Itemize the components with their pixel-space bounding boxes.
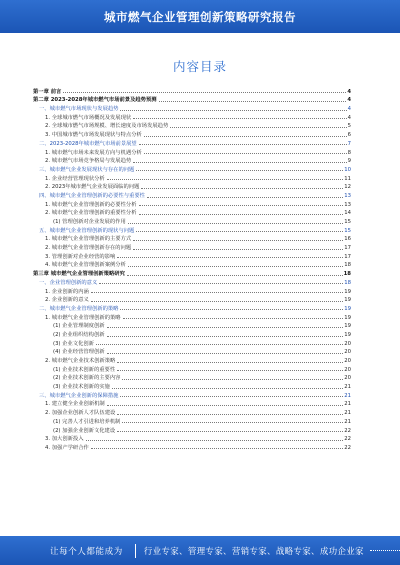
toc-entry[interactable]: [33, 338, 351, 347]
toc-entry-text: (3) 企业技术创新的实施: [53, 384, 110, 391]
toc-page-number: 19: [344, 331, 351, 338]
toc-entry-text: 三、城市燃气企业发展现状与存在的问题: [39, 166, 135, 173]
toc-entry-text: 二、城市燃气企业管理创新的策略: [39, 305, 119, 312]
toc-leader-dots: [128, 223, 343, 224]
toc-entry[interactable]: [33, 286, 351, 295]
toc-entry[interactable]: [33, 112, 351, 121]
toc-leader-dots: [136, 231, 343, 232]
toc-page-number: 20: [344, 366, 351, 373]
toc-page-number: 11: [344, 175, 351, 182]
toc-page-number: 18: [343, 271, 351, 278]
toc-leader-dots: [133, 249, 343, 250]
toc-leader-dots: [139, 144, 347, 145]
toc-entry-text: 第三章 城市燃气企业管理创新策略研究: [33, 271, 125, 278]
toc-entry[interactable]: [33, 182, 351, 191]
toc-leader-dots: [107, 336, 344, 337]
footer-dotted-line: [370, 550, 400, 551]
toc-page-number: 4: [347, 106, 351, 113]
toc-entry[interactable]: [33, 86, 351, 95]
toc-page-number: 8: [347, 149, 351, 156]
toc-entry[interactable]: [33, 434, 351, 443]
toc-leader-dots: [117, 431, 343, 432]
toc-entry-text: 2. 城市燃气企业技术创新策略: [45, 358, 116, 364]
toc-leader-dots: [91, 292, 343, 293]
toc-entry[interactable]: [33, 425, 351, 434]
toc-entry[interactable]: [33, 321, 351, 330]
toc-entry-text: 2. 加强企业创新人才队伍建设: [45, 410, 116, 417]
toc-entry-text: 三、城市燃气企业创新的保障措施: [39, 392, 119, 399]
toc-entry-text: 2. 城市燃气企业管理创新的重要性分析: [45, 210, 137, 217]
toc-entry[interactable]: [33, 364, 351, 373]
toc-page-number: 22: [344, 427, 351, 434]
toc-page-number: 10: [344, 166, 351, 173]
toc-page-number: 18: [344, 279, 351, 286]
toc-entry-text: 四、城市燃气企业管理创新的必要性与重要性: [39, 192, 145, 199]
toc-entry[interactable]: [33, 208, 351, 217]
toc-entry-text: (3) 企业文化创新: [53, 340, 94, 347]
toc-page-number: 21: [344, 401, 351, 408]
toc-page-number: 21: [344, 384, 351, 391]
toc-entry-text: 1. 全球城市燃气市场概况及发展现状: [45, 114, 132, 121]
toc-leader-dots: [122, 379, 343, 380]
toc-page-number: 20: [344, 340, 351, 347]
toc-entry[interactable]: [33, 242, 351, 251]
toc-leader-dots: [136, 170, 343, 171]
toc-page-number: 17: [344, 245, 351, 252]
toc-leader-dots: [147, 197, 343, 198]
footer-slogan-right: 行业专家、管理专家、营销专家、战略专家、成功企业家: [143, 546, 364, 557]
toc-leader-dots: [120, 309, 343, 310]
toc-entry-text: (2) 企业技术创新的主要内容: [53, 375, 121, 382]
toc-leader-dots: [107, 327, 344, 328]
toc-entry-text: 3. 加大创新投入: [45, 436, 84, 443]
toc-leader-dots: [144, 136, 347, 137]
toc-entry[interactable]: [33, 399, 351, 408]
toc-entry-text: (1) 企业技术创新的重要性: [53, 366, 116, 373]
toc-entry[interactable]: [33, 329, 351, 338]
toc-entry-text: (1) 完善人才引进和培养机制: [53, 418, 121, 425]
toc-entry-text: 1. 企业创新的内涵: [45, 288, 89, 295]
toc-entry[interactable]: [33, 95, 351, 104]
toc-page-number: 19: [344, 323, 351, 330]
toc-leader-dots: [123, 318, 344, 319]
toc-leader-dots: [107, 353, 344, 354]
toc-leader-dots: [122, 422, 343, 423]
toc-entry[interactable]: [33, 251, 351, 260]
toc-entry-text: 1. 建立健全企业创新机制: [45, 401, 105, 408]
toc-entry-text: (1) 管理创新对企业发展的作用: [53, 219, 126, 225]
toc-entry[interactable]: [33, 103, 351, 112]
toc-page-number: 13: [344, 192, 351, 199]
toc-entry[interactable]: [33, 355, 351, 364]
toc-entry[interactable]: [33, 260, 351, 269]
toc-entry[interactable]: [33, 147, 351, 156]
toc-entry[interactable]: [33, 442, 351, 451]
toc-page-number: 22: [344, 444, 351, 451]
toc-leader-dots: [133, 240, 343, 241]
toc-page-number: 19: [344, 297, 351, 304]
toc-leader-dots: [141, 188, 343, 189]
toc-page-number: 21: [344, 410, 351, 417]
toc-entry[interactable]: [33, 381, 351, 390]
toc-entry[interactable]: [33, 303, 351, 312]
toc-heading: 内容目录: [172, 59, 227, 74]
toc-entry[interactable]: [33, 390, 351, 399]
toc-page-number: 4: [347, 114, 351, 121]
toc-entry-text: 3. 中国城市燃气市场发展现状与特点分析: [45, 132, 142, 139]
toc-page-number: 4: [347, 97, 351, 104]
toc-entry-text: 1. 企业经营管理现状分析: [45, 175, 105, 182]
toc-entry[interactable]: [33, 156, 351, 165]
toc-leader-dots: [112, 388, 343, 389]
table-of-contents: [33, 86, 351, 451]
toc-page-number: 14: [344, 210, 351, 217]
toc-entry-text: 4. 城市燃气企业管理创新案例分析: [45, 262, 126, 269]
toc-entry-text: (2) 加强企业创新文化建设: [53, 427, 116, 434]
toc-entry-text: 2. 全球城市燃气市场规模、增长速度及市场发展趋势: [45, 123, 169, 130]
toc-leader-dots: [133, 118, 346, 119]
toc-page-number: 15: [344, 219, 351, 225]
toc-entry-text: 1. 城市燃气企业管理创新的必要性分析: [45, 201, 137, 208]
toc-entry-text: 1. 城市燃气企业管理创新的主要方式: [45, 236, 132, 243]
toc-page-number: 19: [344, 305, 351, 312]
toc-leader-dots: [117, 257, 343, 258]
toc-leader-dots: [63, 92, 346, 93]
page-footer: [0, 536, 400, 565]
toc-entry[interactable]: [33, 121, 351, 130]
toc-leader-dots: [139, 205, 344, 206]
toc-entry-text: (1) 企业管理制度创新: [53, 323, 105, 330]
toc-entry-text: 第一章 前言: [33, 88, 62, 95]
footer-slogan-left: 让每个人都能成为: [50, 546, 123, 557]
toc-entry-text: 4. 加强产学研合作: [45, 444, 89, 451]
toc-page-number: 12: [344, 184, 351, 191]
toc-leader-dots: [117, 362, 343, 363]
toc-entry[interactable]: [33, 129, 351, 138]
toc-entry-text: (2) 企业组织结构创新: [53, 331, 105, 338]
toc-entry[interactable]: [33, 312, 351, 321]
toc-leader-dots: [133, 162, 346, 163]
toc-leader-dots: [107, 405, 344, 406]
footer-divider: [135, 544, 136, 558]
page-header: [0, 0, 400, 33]
toc-entry-text: 1. 城市燃气市场未来发展方向与机遇分析: [45, 149, 142, 156]
toc-leader-dots: [117, 370, 343, 371]
toc-entry[interactable]: [33, 190, 351, 199]
toc-entry-text: 一、城市燃气市场现状与发展趋势: [39, 106, 119, 113]
toc-leader-dots: [170, 127, 346, 128]
toc-entry-text: (4) 企业经营管理创新: [53, 349, 105, 356]
toc-leader-dots: [99, 283, 343, 284]
toc-page-number: 9: [347, 158, 351, 165]
toc-entry-text: 2. 城市燃气市场竞争格局与发展趋势: [45, 158, 132, 165]
toc-leader-dots: [86, 440, 344, 441]
toc-page-number: 21: [344, 392, 351, 399]
toc-leader-dots: [144, 153, 347, 154]
toc-page-number: 21: [344, 418, 351, 425]
toc-page-number: 13: [344, 201, 351, 208]
toc-entry[interactable]: [33, 295, 351, 304]
toc-entry[interactable]: [33, 138, 351, 147]
toc-leader-dots: [96, 344, 343, 345]
toc-page-number: 20: [344, 349, 351, 356]
toc-entry-text: 2. 城市燃气企业管理创新存在的问题: [45, 245, 132, 252]
toc-entry[interactable]: [33, 225, 351, 234]
toc-leader-dots: [128, 266, 343, 267]
toc-leader-dots: [120, 396, 343, 397]
toc-page-number: 15: [344, 227, 351, 234]
toc-page-number: 19: [344, 288, 351, 295]
toc-page-number: 6: [347, 132, 351, 139]
toc-entry[interactable]: [33, 199, 351, 208]
toc-leader-dots: [127, 275, 343, 276]
toc-page-number: 20: [344, 358, 351, 364]
toc-entry[interactable]: [33, 216, 351, 225]
toc-leader-dots: [91, 301, 343, 302]
toc-entry[interactable]: [33, 407, 351, 416]
toc-page-number: 19: [344, 314, 351, 321]
toc-entry[interactable]: [33, 234, 351, 243]
toc-entry-text: 2. 企业创新的意义: [45, 297, 89, 304]
toc-entry-text: 1. 城市燃气企业管理创新的策略: [45, 314, 121, 321]
toc-page-number: 17: [344, 253, 351, 260]
toc-page-number: 18: [344, 262, 351, 269]
toc-leader-dots: [107, 179, 344, 180]
toc-leader-dots: [120, 110, 346, 111]
toc-page-number: 5: [347, 123, 351, 130]
toc-leader-dots: [117, 414, 343, 415]
toc-page-number: 16: [344, 236, 351, 243]
toc-entry-text: 2. 2023年城市燃气企业发展面临的问题: [45, 184, 140, 191]
toc-entry[interactable]: [33, 164, 351, 173]
toc-entry-text: 二、2023-2028年城市燃气市场前景展望: [39, 140, 137, 147]
toc-leader-dots: [159, 101, 347, 102]
toc-entry-text: 一、企业管理创新的意义: [39, 279, 98, 286]
toc-entry[interactable]: [33, 277, 351, 286]
toc-leader-dots: [91, 448, 343, 449]
toc-page-number: 22: [344, 436, 351, 443]
toc-entry[interactable]: [33, 416, 351, 425]
toc-leader-dots: [139, 214, 344, 215]
toc-page-number: 4: [347, 88, 351, 95]
toc-entry-text: 第二章 2023-2028年城市燃气市场前景及趋势预测: [33, 97, 157, 104]
toc-entry[interactable]: [33, 268, 351, 277]
toc-entry[interactable]: [33, 173, 351, 182]
toc-entry[interactable]: [33, 347, 351, 356]
toc-page-number: 7: [347, 140, 351, 147]
toc-entry-text: 3. 管理创新对企业经营的影响: [45, 253, 116, 260]
toc-page-number: 20: [344, 375, 351, 382]
toc-entry-text: 五、城市燃气企业管理创新的现状与问题: [39, 227, 135, 234]
report-title: 城市燃气企业管理创新策略研究报告: [104, 9, 296, 24]
toc-entry[interactable]: [33, 373, 351, 382]
